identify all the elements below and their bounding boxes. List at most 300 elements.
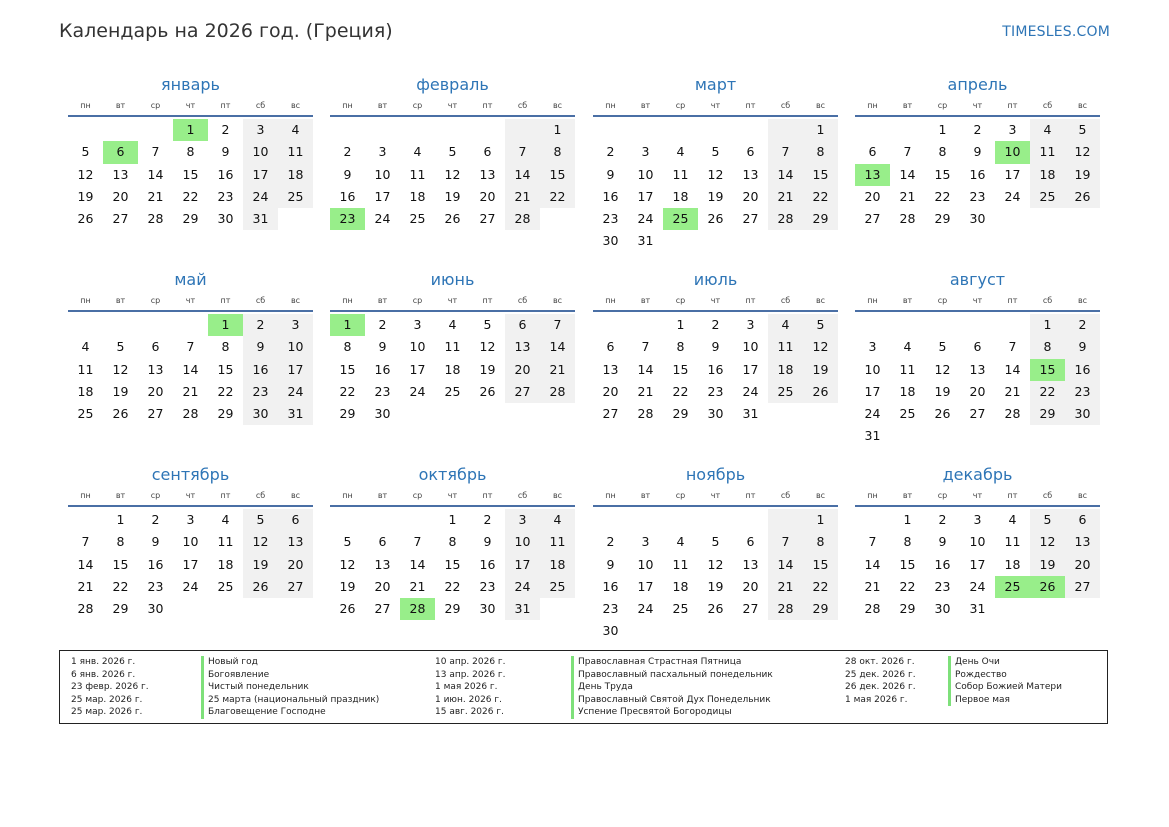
day-cell: 14 (77, 556, 94, 572)
empty-day (330, 119, 365, 141)
weekday-label: чт (185, 296, 196, 305)
weeks (593, 119, 838, 253)
day-cell: 25 (1030, 186, 1065, 208)
day-cell: 28 (768, 598, 803, 620)
week-row (855, 381, 1100, 403)
day-cell: 6 (278, 509, 313, 531)
day-cell: 24 (278, 381, 313, 403)
day-cell: 11 (1030, 141, 1065, 163)
day-cell: 4 (540, 509, 575, 531)
day-cell: 6 (746, 144, 755, 160)
day-cell: 2 (1065, 314, 1100, 336)
day-cell: 29 (444, 601, 461, 617)
holiday-day: 10 (995, 141, 1030, 163)
empty-day (400, 509, 435, 531)
day-cell: 5 (1030, 509, 1065, 531)
weekday-label: чт (972, 491, 983, 500)
day-cell: 28 (1004, 406, 1021, 422)
holiday-day: 1 (173, 119, 208, 141)
legend-item (435, 681, 773, 694)
holiday-day: 15 (1030, 359, 1065, 381)
week-row (68, 554, 313, 576)
holiday-legend (59, 650, 1108, 724)
weekday-label: вт (902, 491, 913, 500)
day-cell: 6 (746, 534, 755, 550)
day-cell: 3 (1008, 122, 1017, 137)
weeks (855, 509, 1100, 620)
day-cell: 11 (1004, 534, 1021, 550)
day-cell: 14 (768, 554, 803, 576)
day-cell: 13 (147, 361, 164, 377)
week-row (855, 598, 1100, 620)
day-cell: 17 (278, 359, 313, 381)
day-cell: 24 (182, 578, 199, 594)
day-cell: 27 (112, 211, 129, 227)
weekday-label: чт (972, 101, 983, 110)
day-cell: 27 (864, 211, 881, 227)
legend-item (435, 669, 773, 682)
weekday-label: вт (902, 101, 913, 110)
day-cell: 23 (602, 601, 619, 617)
day-cell: 13 (479, 166, 496, 182)
day-cell: 1 (448, 512, 457, 527)
day-cell: 30 (479, 601, 496, 617)
legend-item (71, 706, 379, 719)
month-2 (330, 75, 575, 230)
legend-holiday-name: Православная Страстная Пятница (571, 656, 741, 669)
day-cell: 20 (1065, 554, 1100, 576)
day-cell: 29 (803, 208, 838, 230)
empty-day (593, 119, 628, 141)
week-row (593, 119, 838, 141)
weekday-label: чт (185, 101, 196, 110)
day-cell: 3 (973, 512, 982, 527)
weekday-label: ср (675, 491, 686, 500)
day-cell: 3 (746, 317, 755, 332)
day-cell: 3 (243, 119, 278, 141)
weekday-header (68, 98, 313, 117)
week-row (593, 141, 838, 163)
day-cell: 1 (803, 509, 838, 531)
day-cell: 31 (243, 208, 278, 230)
week-row (855, 119, 1100, 141)
legend-item (435, 694, 773, 707)
day-cell: 30 (934, 601, 951, 617)
day-cell: 27 (147, 406, 164, 422)
empty-day (855, 509, 890, 531)
empty-day (470, 119, 505, 141)
legend-holiday-name: Первое мая (948, 694, 1010, 707)
day-cell: 8 (343, 339, 352, 355)
day-cell: 4 (278, 119, 313, 141)
week-row (593, 403, 838, 425)
weekday-header (330, 488, 575, 507)
day-cell: 10 (637, 166, 654, 182)
weekday-label: сб (1042, 101, 1053, 110)
day-cell: 24 (409, 383, 426, 399)
weekday-label: вс (552, 491, 563, 500)
day-cell: 18 (278, 164, 313, 186)
empty-day (400, 119, 435, 141)
week-row (855, 576, 1100, 598)
day-cell: 31 (278, 403, 313, 425)
day-cell: 11 (899, 361, 916, 377)
legend-date: 10 апр. 2026 г. (435, 657, 506, 667)
legend-date: 13 апр. 2026 г. (435, 669, 506, 680)
weekday-label: пт (745, 296, 756, 305)
day-cell: 9 (973, 144, 982, 160)
day-cell: 16 (707, 361, 724, 377)
empty-day (1030, 208, 1065, 230)
day-cell: 16 (147, 556, 164, 572)
empty-day (470, 403, 505, 425)
day-cell: 11 (540, 531, 575, 553)
day-cell: 17 (637, 578, 654, 594)
day-cell: 15 (182, 166, 199, 182)
day-cell: 26 (77, 211, 94, 227)
weeks (855, 314, 1100, 448)
empty-day (698, 620, 733, 642)
day-cell: 22 (1030, 381, 1065, 403)
day-cell: 7 (641, 339, 650, 355)
day-cell: 31 (637, 233, 654, 249)
day-cell: 14 (899, 166, 916, 182)
week-row (855, 554, 1100, 576)
day-cell: 19 (112, 383, 129, 399)
empty-day (173, 314, 208, 336)
empty-day (890, 119, 925, 141)
legend-date: 1 мая 2026 г. (845, 694, 908, 705)
week-row (68, 336, 313, 358)
day-cell: 9 (483, 534, 492, 550)
month-6 (330, 270, 575, 425)
month-name: май (174, 270, 207, 289)
empty-day (698, 119, 733, 141)
day-cell: 23 (1065, 381, 1100, 403)
legend-holiday-name: День Очи (948, 656, 1000, 669)
day-cell: 22 (540, 186, 575, 208)
weekday-label: пт (220, 491, 231, 500)
empty-day (925, 425, 960, 447)
weeks (593, 314, 838, 425)
day-cell: 21 (637, 383, 654, 399)
legend-date: 1 мая 2026 г. (435, 682, 498, 692)
day-cell: 20 (374, 578, 391, 594)
day-cell: 17 (864, 383, 881, 399)
brand-link[interactable]: TIMESLES.COM (1002, 24, 1110, 40)
day-cell: 18 (899, 383, 916, 399)
day-cell: 19 (707, 188, 724, 204)
day-cell: 24 (637, 211, 654, 227)
day-cell: 21 (77, 578, 94, 594)
day-cell: 7 (868, 534, 877, 550)
week-row (330, 208, 575, 230)
week-row (68, 576, 313, 598)
day-cell: 21 (505, 186, 540, 208)
weekday-label: ср (937, 101, 948, 110)
weekday-header (68, 488, 313, 507)
empty-day (663, 620, 698, 642)
week-row (68, 359, 313, 381)
weekday-label: вс (552, 296, 563, 305)
day-cell: 9 (243, 336, 278, 358)
empty-day (1030, 425, 1065, 447)
empty-day (628, 119, 663, 141)
day-cell: 12 (339, 556, 356, 572)
day-cell: 14 (864, 556, 881, 572)
day-cell: 5 (803, 314, 838, 336)
day-cell: 25 (768, 381, 803, 403)
day-cell: 14 (182, 361, 199, 377)
weekday-label: сб (780, 101, 791, 110)
day-cell: 11 (672, 166, 689, 182)
weekday-label: вс (290, 491, 301, 500)
day-cell: 29 (672, 406, 689, 422)
legend-holiday-name: 25 марта (национальный праздник) (201, 694, 379, 707)
day-cell: 5 (483, 317, 492, 332)
empty-day (663, 509, 698, 531)
day-cell: 17 (243, 164, 278, 186)
day-cell: 11 (409, 166, 426, 182)
day-cell: 29 (182, 211, 199, 227)
weeks (330, 509, 575, 620)
weekday-header (855, 98, 1100, 117)
weekday-label: чт (447, 296, 458, 305)
day-cell: 24 (243, 186, 278, 208)
day-cell: 8 (676, 339, 685, 355)
month-3 (593, 75, 838, 253)
empty-day (995, 598, 1030, 620)
month-name: июль (693, 270, 738, 289)
holiday-day: 25 (995, 576, 1030, 598)
day-cell: 24 (374, 211, 391, 227)
day-cell: 30 (243, 403, 278, 425)
weekday-label: пт (220, 296, 231, 305)
weekday-label: вт (640, 491, 651, 500)
day-cell: 19 (339, 578, 356, 594)
day-cell: 23 (602, 211, 619, 227)
week-row (593, 186, 838, 208)
weeks (68, 314, 313, 425)
empty-day (173, 598, 208, 620)
day-cell: 5 (343, 534, 352, 550)
day-cell: 4 (1008, 512, 1017, 527)
day-cell: 26 (243, 576, 278, 598)
day-cell: 5 (938, 339, 947, 355)
weeks (68, 509, 313, 620)
day-cell: 14 (637, 361, 654, 377)
day-cell: 29 (934, 211, 951, 227)
day-cell: 14 (1004, 361, 1021, 377)
weekday-label: сб (780, 296, 791, 305)
empty-day (138, 314, 173, 336)
day-cell: 20 (147, 383, 164, 399)
day-cell: 1 (540, 119, 575, 141)
empty-day (68, 119, 103, 141)
week-row (855, 164, 1100, 186)
day-cell: 16 (969, 166, 986, 182)
day-cell: 18 (444, 361, 461, 377)
day-cell: 15 (112, 556, 129, 572)
weekday-label: ср (150, 101, 161, 110)
weekday-label: ср (675, 101, 686, 110)
empty-day (243, 598, 278, 620)
empty-day (540, 208, 575, 230)
day-cell: 10 (969, 534, 986, 550)
week-row (593, 598, 838, 620)
day-cell: 23 (969, 188, 986, 204)
day-cell: 30 (1065, 403, 1100, 425)
day-cell: 23 (147, 578, 164, 594)
empty-day (663, 230, 698, 252)
weekday-label: чт (710, 491, 721, 500)
day-cell: 20 (278, 554, 313, 576)
week-row (855, 186, 1100, 208)
day-cell: 17 (182, 556, 199, 572)
holiday-day: 26 (1030, 576, 1065, 598)
weekday-label: вт (640, 101, 651, 110)
legend-date: 26 дек. 2026 г. (845, 682, 916, 692)
day-cell: 8 (116, 534, 125, 550)
day-cell: 25 (540, 576, 575, 598)
day-cell: 2 (151, 512, 160, 527)
month-name: январь (161, 75, 220, 94)
week-row (330, 403, 575, 425)
month-10 (330, 465, 575, 620)
weekday-label: вс (1077, 101, 1088, 110)
empty-day (208, 598, 243, 620)
day-cell: 26 (112, 406, 129, 422)
day-cell: 19 (803, 359, 838, 381)
day-cell: 23 (374, 383, 391, 399)
day-cell: 16 (602, 578, 619, 594)
weekday-label: чт (710, 296, 721, 305)
week-row (593, 531, 838, 553)
weekday-header (593, 488, 838, 507)
empty-day (365, 509, 400, 531)
empty-day (103, 119, 138, 141)
day-cell: 9 (151, 534, 160, 550)
month-name: октябрь (418, 465, 487, 484)
day-cell: 11 (77, 361, 94, 377)
day-cell: 18 (1004, 556, 1021, 572)
day-cell: 4 (676, 534, 685, 550)
empty-day (505, 119, 540, 141)
legend-holiday-name: Православный Святой Дух Понедельник (571, 694, 771, 707)
week-row (593, 554, 838, 576)
legend-date: 15 авг. 2026 г. (435, 707, 504, 717)
weekday-label: вт (115, 491, 126, 500)
weekday-label: ср (675, 296, 686, 305)
weekday-label: пт (1007, 101, 1018, 110)
day-cell: 4 (676, 144, 685, 160)
week-row (330, 164, 575, 186)
day-cell: 3 (186, 512, 195, 527)
weekday-label: пн (605, 296, 616, 305)
day-cell: 30 (147, 601, 164, 617)
empty-day (1030, 598, 1065, 620)
day-cell: 9 (938, 534, 947, 550)
day-cell: 16 (243, 359, 278, 381)
day-cell: 18 (768, 359, 803, 381)
month-12 (855, 465, 1100, 620)
weekday-label: вт (115, 101, 126, 110)
day-cell: 20 (112, 188, 129, 204)
weekday-label: пт (1007, 491, 1018, 500)
day-cell: 7 (505, 141, 540, 163)
legend-date: 25 мар. 2026 г. (71, 707, 143, 717)
week-row (593, 620, 838, 642)
day-cell: 2 (973, 122, 982, 137)
weekday-label: ср (937, 296, 948, 305)
day-cell: 4 (1030, 119, 1065, 141)
day-cell: 5 (243, 509, 278, 531)
day-cell: 12 (707, 166, 724, 182)
day-cell: 8 (1030, 336, 1065, 358)
empty-day (733, 119, 768, 141)
day-cell: 30 (602, 233, 619, 249)
day-cell: 21 (768, 576, 803, 598)
day-cell: 23 (217, 188, 234, 204)
legend-holiday-name: Рождество (948, 669, 1007, 682)
day-cell: 22 (112, 578, 129, 594)
weekday-label: сб (255, 101, 266, 110)
day-cell: 31 (969, 601, 986, 617)
legend-date: 1 янв. 2026 г. (71, 657, 136, 667)
empty-day (768, 403, 803, 425)
empty-day (330, 509, 365, 531)
week-row (855, 509, 1100, 531)
month-4 (855, 75, 1100, 230)
weekday-label: чт (447, 101, 458, 110)
day-cell: 23 (479, 578, 496, 594)
week-row (68, 164, 313, 186)
weekday-label: пн (867, 491, 878, 500)
day-cell: 4 (448, 317, 457, 332)
day-cell: 4 (413, 144, 422, 160)
empty-day (698, 509, 733, 531)
weekday-label: вс (815, 296, 826, 305)
day-cell: 11 (217, 534, 234, 550)
empty-day (628, 620, 663, 642)
holiday-day: 28 (400, 598, 435, 620)
week-row (855, 141, 1100, 163)
week-row (68, 598, 313, 620)
weekday-label: вс (815, 101, 826, 110)
day-cell: 26 (1065, 186, 1100, 208)
day-cell: 8 (221, 339, 230, 355)
legend-column (845, 656, 1062, 706)
day-cell: 22 (934, 188, 951, 204)
day-cell: 19 (1030, 554, 1065, 576)
day-cell: 18 (77, 383, 94, 399)
day-cell: 20 (479, 188, 496, 204)
day-cell: 7 (903, 144, 912, 160)
day-cell: 20 (742, 188, 759, 204)
day-cell: 27 (1065, 576, 1100, 598)
day-cell: 28 (768, 208, 803, 230)
day-cell: 6 (483, 144, 492, 160)
day-cell: 11 (444, 339, 461, 355)
week-row (593, 208, 838, 230)
empty-day (960, 314, 995, 336)
week-row (68, 381, 313, 403)
day-cell: 27 (374, 601, 391, 617)
weekday-header (330, 293, 575, 312)
empty-day (593, 509, 628, 531)
day-cell: 10 (182, 534, 199, 550)
day-cell: 5 (448, 144, 457, 160)
